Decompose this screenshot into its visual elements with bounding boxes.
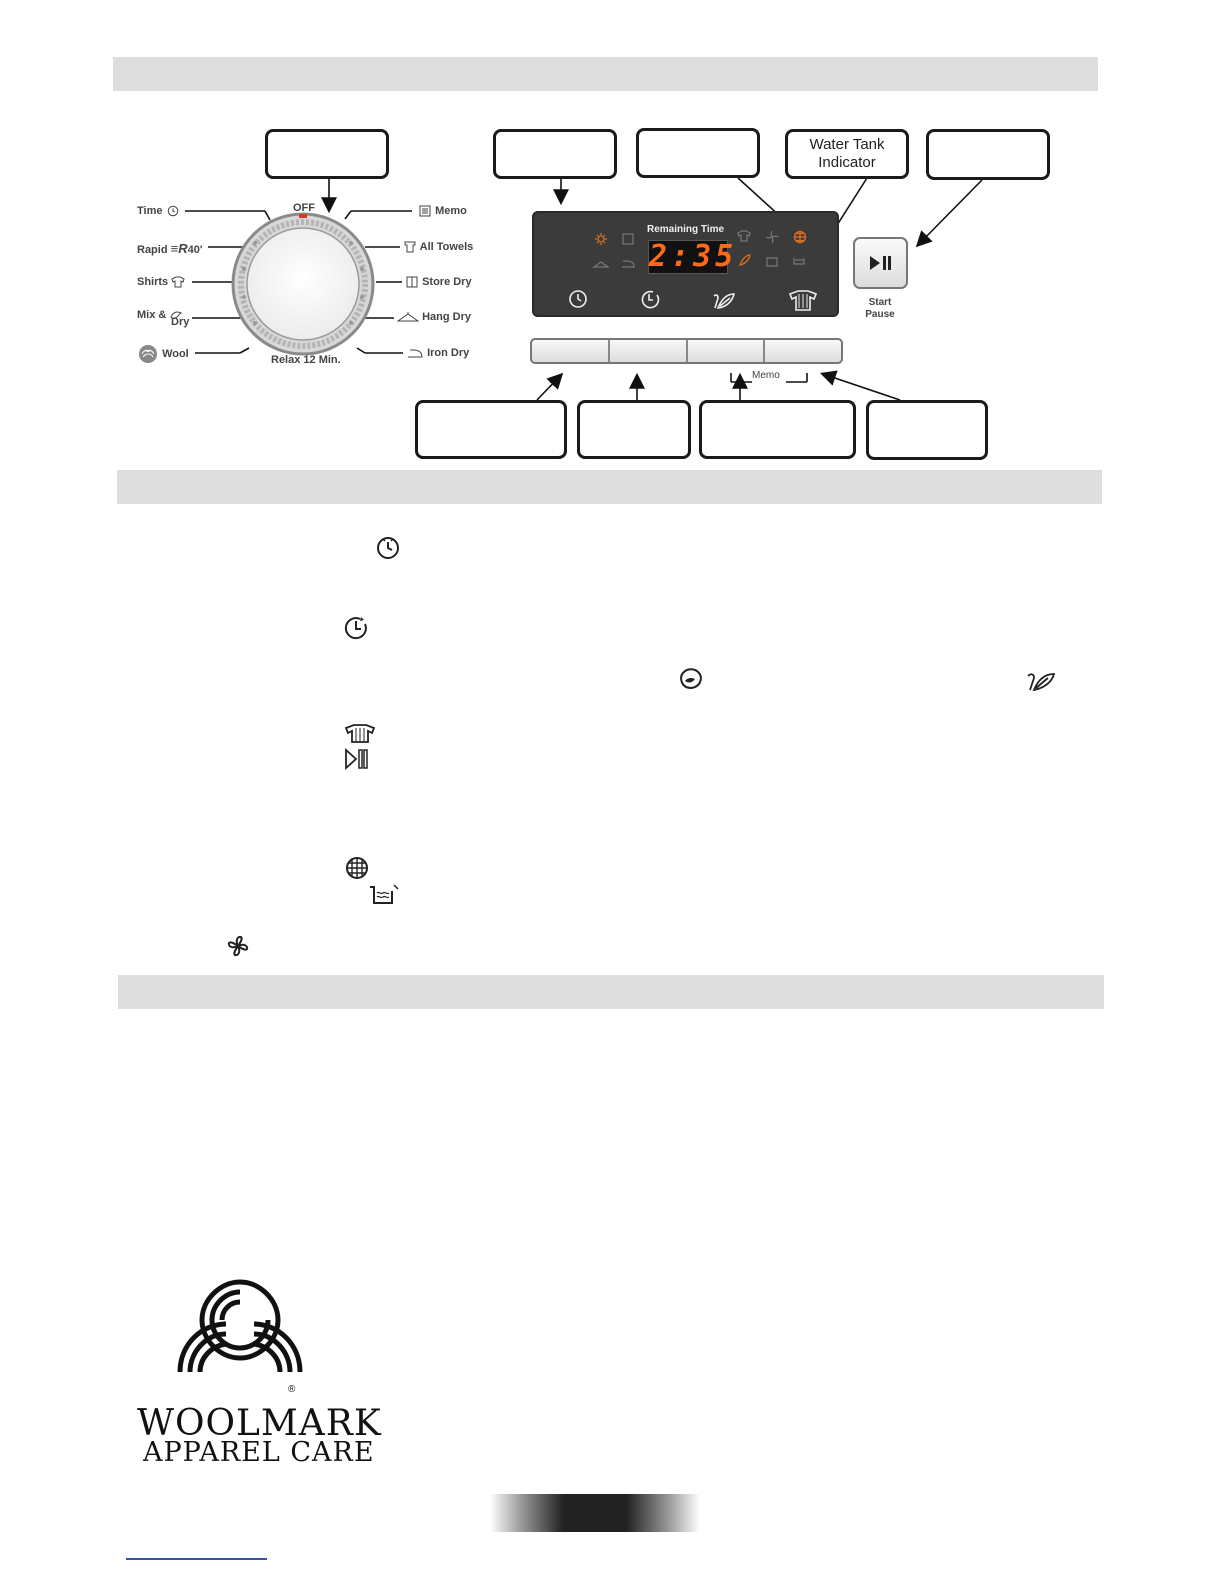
time-option-button[interactable] [532,340,610,362]
program-label: Store Dry [422,276,472,288]
arrow-bottom-1 [537,375,561,400]
cupboard-status-icon [623,234,633,244]
dial-program-store-dry [405,276,472,288]
clock-icon [375,535,401,561]
clock-icon [166,205,180,217]
program-label: Wool [162,347,189,360]
dial-program-hang-dry [397,311,471,323]
section-header-bar-bottom [118,975,1104,1009]
arrow-bottom-4 [823,374,900,400]
start-label: Start [868,297,892,308]
shirt-icon [171,276,185,288]
wrinkle-option-button[interactable] [765,340,841,362]
filter-status-icon [795,232,806,243]
dial-relax-label: Relax 12 Min. [271,354,341,366]
callout-bottom-4 [866,400,988,460]
delay-end-button-icon[interactable] [630,286,668,316]
dial-program-shirts [137,276,185,288]
fan-icon [225,933,251,959]
callout-display [493,129,617,179]
towel-icon [403,241,417,253]
dial-program-wool [137,344,189,364]
program-label: Rapid [137,244,168,256]
dial-program-memo [418,205,467,217]
woolmark-subtitle: APPAREL CARE [143,1437,375,1468]
page-number-tab [490,1494,700,1532]
display-panel [532,211,839,317]
callout-water-tank: Water Tank Indicator [785,129,909,179]
wrinkle-prevent-icon [342,722,378,744]
status-icons-left [588,229,648,279]
program-label: Mix & [137,309,167,321]
start-pause-icon [344,748,370,770]
program-suffix: 40' [187,244,203,256]
callout-bottom-3 [699,400,856,459]
play-pause-icon [868,254,894,272]
footnote-rule [126,1558,267,1560]
program-label: Hang Dry [422,311,471,323]
memo-icon [418,205,432,217]
filter-icon [345,856,369,880]
callout-bottom-1 [415,400,567,459]
iron-status-icon [622,261,634,267]
iron-icon [406,347,424,359]
dial-program-iron-dry [406,347,469,359]
dial-off-label: OFF [293,202,315,214]
woolmark-logo [170,1272,310,1402]
shirt-status-icon [738,231,750,241]
callout-top-middle [636,128,760,178]
delay-end-option-button[interactable] [610,340,688,362]
hanger-status-icon [594,262,608,267]
delay-end-icon [343,615,369,641]
pause-label: Pause [865,309,895,320]
program-label: All Towels [419,241,474,253]
cupboard-icon [405,276,419,288]
program-dial[interactable] [228,209,378,359]
remaining-time-title: Remaining Time [647,224,725,235]
drum-status-icon [767,258,777,266]
hanger-icon [397,311,419,323]
dial-program-time [137,205,180,217]
water-tank-icon [366,883,400,907]
option-buttons-strip [530,338,843,364]
time-button-icon[interactable] [559,286,597,316]
water-tank-status-icon [794,258,804,264]
sun-icon [595,233,607,245]
program-label: Memo [435,205,467,217]
callout-bottom-2 [577,400,691,459]
dryness-level-button-icon[interactable] [708,286,746,316]
feather-status-icon [740,255,750,265]
dial-program-rapid [137,241,202,256]
wool-icon [137,344,159,364]
program-label: Time [137,205,163,217]
wrinkle-prevent-button-icon[interactable] [784,286,822,316]
dryness-level-icon [1024,668,1058,694]
start-pause-button[interactable] [853,237,908,289]
dryness-option-button[interactable] [688,340,766,362]
callout-start [926,129,1050,180]
program-label: Shirts [137,276,169,288]
program-label: Iron Dry [427,347,470,359]
start-pause-label [850,297,910,321]
dial-program-all-towels [403,241,473,253]
memo-label: Memo [752,370,780,381]
drum-clean-icon [677,667,705,693]
woolmark-title: WOOLMARK [137,1403,382,1444]
callout-dial [265,129,389,179]
fan-status-icon [766,231,778,243]
status-icons-right [732,227,812,277]
registered-mark: ® [288,1384,296,1395]
arrow-start [918,180,982,245]
dial-program-mix-dry: Dry [171,316,190,328]
rapid-icon: ≡R [170,241,188,256]
remaining-time-readout: 2:35 [649,239,738,274]
